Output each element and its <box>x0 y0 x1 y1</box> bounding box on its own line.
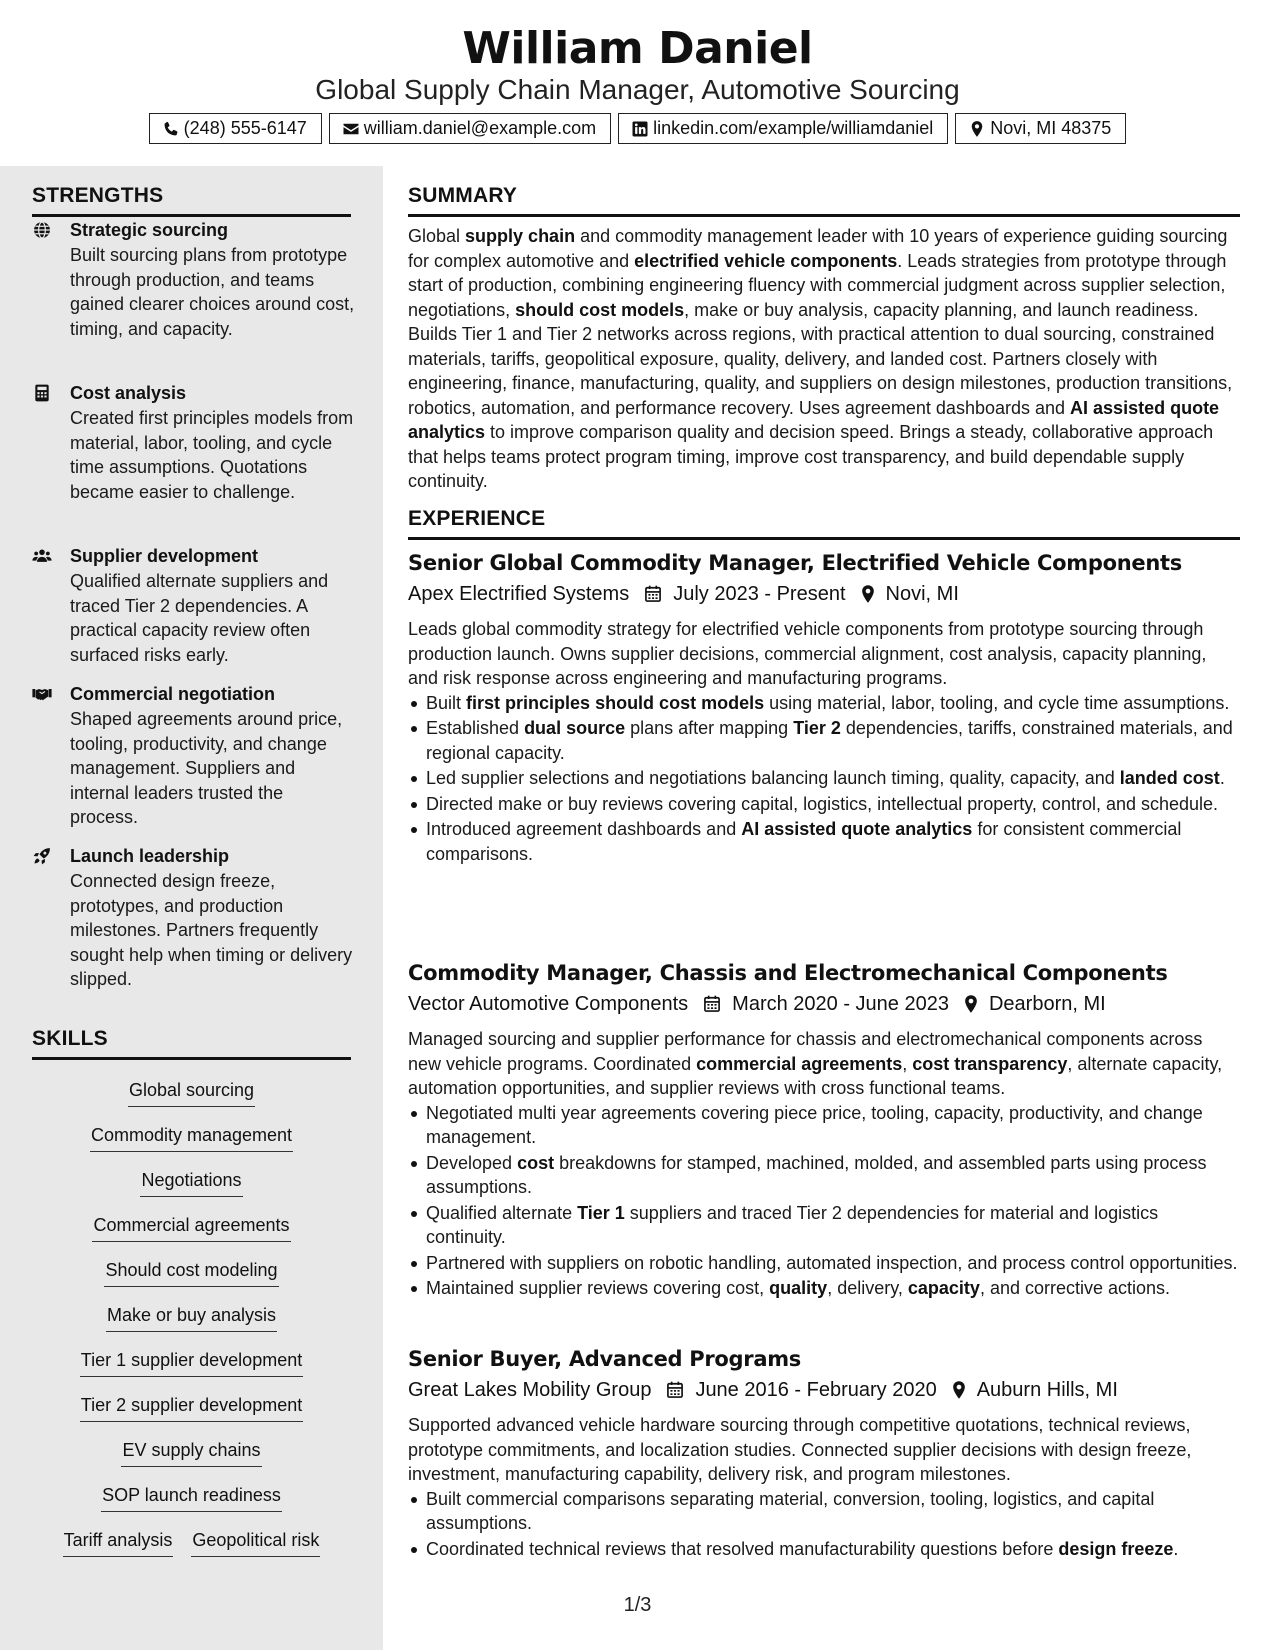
job-title: Senior Global Commodity Manager, Electrified Vehicle Components <box>408 551 1182 575</box>
job-meta <box>408 989 1240 1019</box>
bold-text: electrified vehicle components <box>634 250 898 271</box>
text-segment: dependencies, tariffs, constrained materials, and regional capacity. <box>426 718 1233 763</box>
skill-tag: Make or buy analysis <box>106 1302 277 1332</box>
map-pin-icon <box>949 1380 969 1400</box>
bullet-item <box>408 1101 1240 1150</box>
map-pin-icon <box>961 994 981 1014</box>
strength-description: Shaped agreements around price, tooling, productivity, and change management. Suppliers and internal leaders trusted the process. <box>70 709 343 827</box>
skill-tag: Commercial agreements <box>92 1212 290 1242</box>
summary-heading: SUMMARY <box>408 184 1240 217</box>
candidate-name: William Daniel <box>462 23 813 74</box>
page-number: 1/3 <box>623 1594 652 1616</box>
bullet-item <box>408 766 1240 791</box>
strength-name: Cost analysis <box>70 383 187 403</box>
job-location: Auburn Hills, MI <box>976 1379 1118 1401</box>
bold-text: first principles should cost models <box>466 692 765 713</box>
skill-tag: Negotiations <box>140 1167 242 1197</box>
contact-location-text: Novi, MI 48375 <box>990 118 1112 138</box>
strength-name: Commercial negotiation <box>70 684 276 704</box>
job-description <box>408 1027 1240 1101</box>
bold-text: AI assisted quote analytics <box>408 397 1220 442</box>
text-segment: Built <box>426 692 467 713</box>
job-dates: June 2016 - February 2020 <box>695 1379 937 1401</box>
skills-list <box>32 1077 351 1572</box>
text-segment: Qualified alternate <box>426 1202 578 1223</box>
calendar-icon <box>665 1380 685 1400</box>
bullet-item <box>408 1251 1240 1276</box>
job-bullets <box>408 691 1240 867</box>
summary-text <box>408 224 1240 494</box>
contact-linkedin-text: linkedin.com/example/williamdaniel <box>653 118 934 138</box>
bold-text: should cost models <box>515 299 685 320</box>
contact-bar <box>0 113 1275 144</box>
skill-tag: SOP launch readiness <box>101 1482 282 1512</box>
bullet-item <box>408 792 1240 817</box>
text-segment: Led supplier selections and negotiations balancing launch timing, quality, capacity, and <box>426 768 1120 788</box>
bold-text: design freeze <box>1058 1538 1174 1559</box>
text-segment: Partnered with suppliers on robotic handling, automated inspection, and process control opportunities. <box>426 1252 1238 1273</box>
skill-tag: EV supply chains <box>121 1437 261 1467</box>
bullet-item <box>408 716 1240 765</box>
text-segment: . <box>1173 1538 1179 1559</box>
bold-text: supply chain <box>465 226 576 246</box>
strength-description: Created first principles models from material, labor, tooling, and cycle time assumptions. Quotations became easier to challenge. <box>70 408 354 502</box>
text-segment: , <box>902 1053 913 1074</box>
bullet-item <box>408 1151 1240 1200</box>
strengths-heading: STRENGTHS <box>32 184 351 217</box>
rocket-icon <box>32 846 52 866</box>
resume-header <box>0 0 1275 166</box>
text-segment: suppliers and traced Tier 2 dependencies for material and logistics continuity. <box>426 1202 1159 1247</box>
candidate-headline: Global Supply Chain Manager, Automotive Sourcing <box>315 74 960 105</box>
bold-text: commercial agreements <box>696 1053 903 1074</box>
job-title: Commodity Manager, Chassis and Electromechanical Components <box>408 961 1168 985</box>
text-segment: Negotiated multi year agreements covering piece price, tooling, capacity, productivity, and change management. <box>426 1102 1203 1147</box>
strength-name: Strategic sourcing <box>70 220 229 240</box>
skill-tag: Commodity management <box>90 1122 293 1152</box>
job-description <box>408 1413 1240 1487</box>
text-segment: and commodity management leader with 10 years of experience guiding sourcing for complex automotive and <box>408 226 1228 271</box>
strength-description: Built sourcing plans from prototype through production, and teams gained clearer choices around cost, timing, and capacity. <box>70 245 355 339</box>
calculator-icon <box>32 383 52 403</box>
skill-tag: Geopolitical risk <box>191 1527 320 1557</box>
bullet-item <box>408 1276 1240 1301</box>
strength-description: Qualified alternate suppliers and traced Tier 2 dependencies. A practical capacity review often surfaced risks early. <box>70 571 329 665</box>
job-entry <box>408 1344 1240 1562</box>
text-segment: Global <box>408 226 466 246</box>
job-bullets <box>408 1101 1240 1301</box>
job-location: Novi, MI <box>885 583 959 605</box>
text-segment: breakdowns for stamped, machined, molded, and assembled parts using process assumptions. <box>426 1152 1207 1197</box>
linkedin-icon <box>631 120 649 138</box>
text-segment: Built commercial comparisons separating material, conversion, tooling, logistics, and capital assumptions. <box>426 1488 1155 1533</box>
skill-tag: Tariff analysis <box>63 1527 174 1557</box>
bullet-item <box>408 1537 1240 1562</box>
text-segment: . Leads strategies from prototype through start of production, combining engineering fluency with commercial judgment across supplier selection, negotiations, <box>408 250 1227 320</box>
job-dates: July 2023 - Present <box>673 583 846 605</box>
experience-heading: EXPERIENCE <box>408 507 1240 540</box>
skill-tag: Global sourcing <box>128 1077 255 1107</box>
bold-text: cost transparency <box>912 1053 1068 1074</box>
skill-tag: Should cost modeling <box>104 1257 278 1287</box>
text-segment: plans after mapping <box>625 718 794 738</box>
text-segment: Maintained supplier reviews covering cost, <box>426 1278 770 1298</box>
bullet-item <box>408 817 1240 866</box>
users-icon <box>32 546 52 566</box>
bold-text: Tier 2 <box>793 718 841 738</box>
bullet-item <box>408 1201 1240 1250</box>
skill-tag: Tier 1 supplier development <box>80 1347 303 1377</box>
envelope-icon <box>342 120 360 138</box>
text-segment: Coordinated technical reviews that resolved manufacturability questions before <box>426 1538 1059 1559</box>
bold-text: capacity <box>907 1278 980 1298</box>
text-segment: Established <box>426 718 525 738</box>
sidebar <box>0 166 383 1650</box>
bullet-item <box>408 691 1240 716</box>
job-dates: March 2020 - June 2023 <box>732 993 949 1015</box>
bold-text: AI assisted quote analytics <box>741 819 973 839</box>
job-title: Senior Buyer, Advanced Programs <box>408 1347 802 1371</box>
text-segment: Leads global commodity strategy for electrified vehicle components from prototype sourcing through production launch. Owns supplier decisions, commercial alignment, cost analysis, capacity planning, and risk response across engineering and manufacturing programs. <box>408 619 1207 688</box>
job-location: Dearborn, MI <box>988 993 1106 1015</box>
text-segment: Supported advanced vehicle hardware sourcing through competitive quotations, technical reviews, prototype commitments, and localization studies. Connected supplier decisions with design freeze, investment, manufacturing capability, delivery risk, and program milestones. <box>408 1415 1192 1484</box>
calendar-icon <box>643 584 663 604</box>
job-entry <box>408 548 1240 867</box>
strength-description: Connected design freeze, prototypes, and production milestones. Partners frequently sought help when timing or delivery slipped. <box>70 871 353 989</box>
text-segment: Managed sourcing and supplier performance for chassis and electromechanical components across new vehicle programs. Coordinated <box>408 1029 1203 1074</box>
contact-email-text: william.daniel@example.com <box>363 118 597 138</box>
phone-icon <box>162 120 180 138</box>
map-pin-icon <box>858 584 878 604</box>
contact-location <box>955 113 1126 144</box>
text-segment: . <box>1219 768 1225 788</box>
contact-phone-text: (248) 555-6147 <box>183 118 307 138</box>
job-bullets <box>408 1487 1240 1562</box>
job-meta <box>408 1375 1240 1405</box>
text-segment: to improve comparison quality and decision speed. Brings a steady, collaborative approach that helps teams protect program timing, improve cost transparency, and build dependable supply continuity. <box>408 422 1214 491</box>
text-segment: Directed make or buy reviews covering capital, logistics, intellectual property, control, and schedule. <box>426 793 1219 814</box>
job-description <box>408 617 1240 691</box>
strength-name: Supplier development <box>70 546 259 566</box>
bold-text: quality <box>769 1278 828 1298</box>
skill-tag: Tier 2 supplier development <box>80 1392 303 1422</box>
job-company: Vector Automotive Components <box>408 993 689 1015</box>
text-segment: using material, labor, tooling, and cycle time assumptions. <box>764 692 1230 713</box>
calendar-icon <box>702 994 722 1014</box>
main-content <box>383 166 1275 1650</box>
bullet-item <box>408 1487 1240 1536</box>
text-segment: Developed <box>426 1152 518 1173</box>
bold-text: cost <box>517 1152 555 1173</box>
strength-name: Launch leadership <box>70 846 230 866</box>
globe-icon <box>32 220 52 240</box>
text-segment: , delivery, <box>827 1278 908 1298</box>
job-entry <box>408 958 1240 1302</box>
text-segment: , make or buy analysis, capacity planning, and launch readiness. Builds Tier 1 and Tier 2 networks across regions, with practical attention to dual sourcing, constrained materials, tariffs, geopolitical exposure, quality, delivery, and landed cost. Partners closely with engineering, finance, manufacturing, quality, and suppliers on design milestones, production transitions, robotics, automation, and performance recovery. Uses agreement dashboards and <box>408 299 1233 418</box>
text-segment: , alternate capacity, automation opportunities, and supplier reviews with cross functional teams. <box>408 1053 1223 1098</box>
bold-text: dual source <box>524 718 626 738</box>
handshake-icon <box>32 684 52 704</box>
job-company: Great Lakes Mobility Group <box>408 1379 652 1401</box>
job-meta <box>408 579 1240 609</box>
skills-heading: SKILLS <box>32 1027 351 1060</box>
bold-text: Tier 1 <box>577 1202 625 1223</box>
contact-email[interactable] <box>329 113 611 144</box>
text-segment: , and corrective actions. <box>979 1278 1171 1298</box>
job-company: Apex Electrified Systems <box>408 583 630 605</box>
map-pin-icon <box>968 120 986 138</box>
bold-text: landed cost <box>1119 768 1220 788</box>
text-segment: for consistent commercial comparisons. <box>426 819 1182 864</box>
contact-linkedin[interactable] <box>618 113 948 144</box>
contact-phone[interactable] <box>149 113 322 144</box>
text-segment: Introduced agreement dashboards and <box>426 819 742 839</box>
